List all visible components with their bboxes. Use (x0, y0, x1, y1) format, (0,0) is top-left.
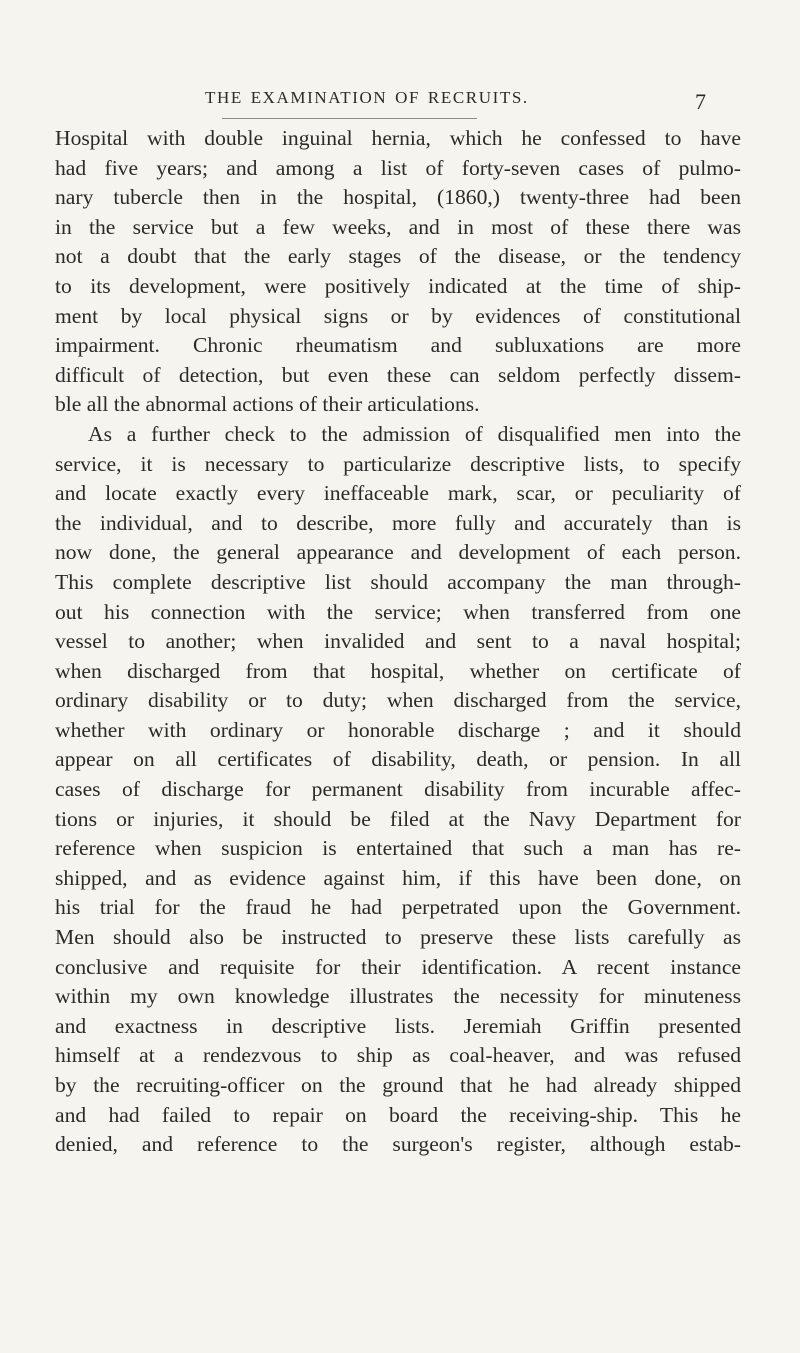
text-line: appear on all certificates of disability, death, or pension. In all (55, 747, 741, 772)
page-number: 7 (695, 89, 706, 114)
body-text (55, 124, 741, 1160)
text-line: Men should also be instructed to preserve these lists carefully as (55, 925, 741, 950)
text-line: himself at a rendezvous to ship as coal-heaver, and was refused (55, 1043, 741, 1068)
text-line: cases of discharge for permanent disability from incurable affec- (55, 777, 741, 802)
text-line: shipped, and as evidence against him, if this have been done, on (55, 865, 741, 890)
text-line: denied, and reference to the surgeon's register, although estab- (55, 1132, 741, 1157)
running-head (0, 86, 800, 114)
text-line: out his connection with the service; when transferred from one (55, 599, 741, 624)
text-line: within my own knowledge illustrates the necessity for minuteness (55, 984, 741, 1009)
text-line: when discharged from that hospital, whether on certificate of (55, 658, 741, 683)
text-line: ordinary disability or to duty; when discharged from the service, (55, 688, 741, 713)
text-line: This complete descriptive list should accompany the man through- (55, 569, 741, 594)
text-line: Hospital with double inguinal hernia, which he confessed to have (55, 126, 741, 150)
paragraph-end-line: ble all the abnormal actions of their articulations. (55, 392, 480, 417)
text-line: and had failed to repair on board the receiving-ship. This he (55, 1102, 741, 1127)
text-line: and locate exactly every ineffaceable mark, scar, or peculiarity of (55, 481, 741, 506)
paragraph-start-line: As a further check to the admission of disqualified men into the (88, 421, 741, 446)
text-line: conclusive and requisite for their identification. A recent instance (55, 954, 741, 979)
text-line: and exactness in descriptive lists. Jeremiah Griffin presented (55, 1013, 741, 1038)
text-line: impairment. Chronic rheumatism and subluxations are more (55, 333, 741, 358)
text-line: reference when suspicion is entertained that such a man has re- (55, 836, 741, 861)
text-line: vessel to another; when invalided and sent to a naval hospital; (55, 629, 741, 654)
text-line: his trial for the fraud he had perpetrated upon the Government. (55, 895, 741, 920)
text-line: ment by local physical signs or by evidences of constitutional (55, 303, 741, 328)
text-line: tions or injuries, it should be filed at the Navy Department for (55, 806, 741, 831)
text-line: nary tubercle then in the hospital, (1860,) twenty-three had been (55, 185, 741, 210)
text-line: difficult of detection, but even these can seldom perfectly dissem- (55, 362, 741, 387)
text-line: by the recruiting-officer on the ground that he had already shipped (55, 1073, 741, 1097)
text-line: had five years; and among a list of forty-seven cases of pulmo- (55, 155, 741, 180)
text-line: in the service but a few weeks, and in most of these there was (55, 214, 741, 239)
text-line: whether with ordinary or honorable discharge ; and it should (55, 717, 741, 742)
header-rule (222, 118, 477, 119)
text-line: the individual, and to describe, more fully and accurately than is (55, 510, 741, 535)
text-line: to its development, were positively indicated at the time of ship- (55, 273, 741, 298)
text-line: not a doubt that the early stages of the disease, or the tendency (55, 244, 741, 269)
text-line: service, it is necessary to particularize descriptive lists, to specify (55, 451, 741, 476)
text-line: now done, the general appearance and development of each person. (55, 540, 741, 565)
running-title: THE EXAMINATION OF RECRUITS. (205, 88, 529, 107)
